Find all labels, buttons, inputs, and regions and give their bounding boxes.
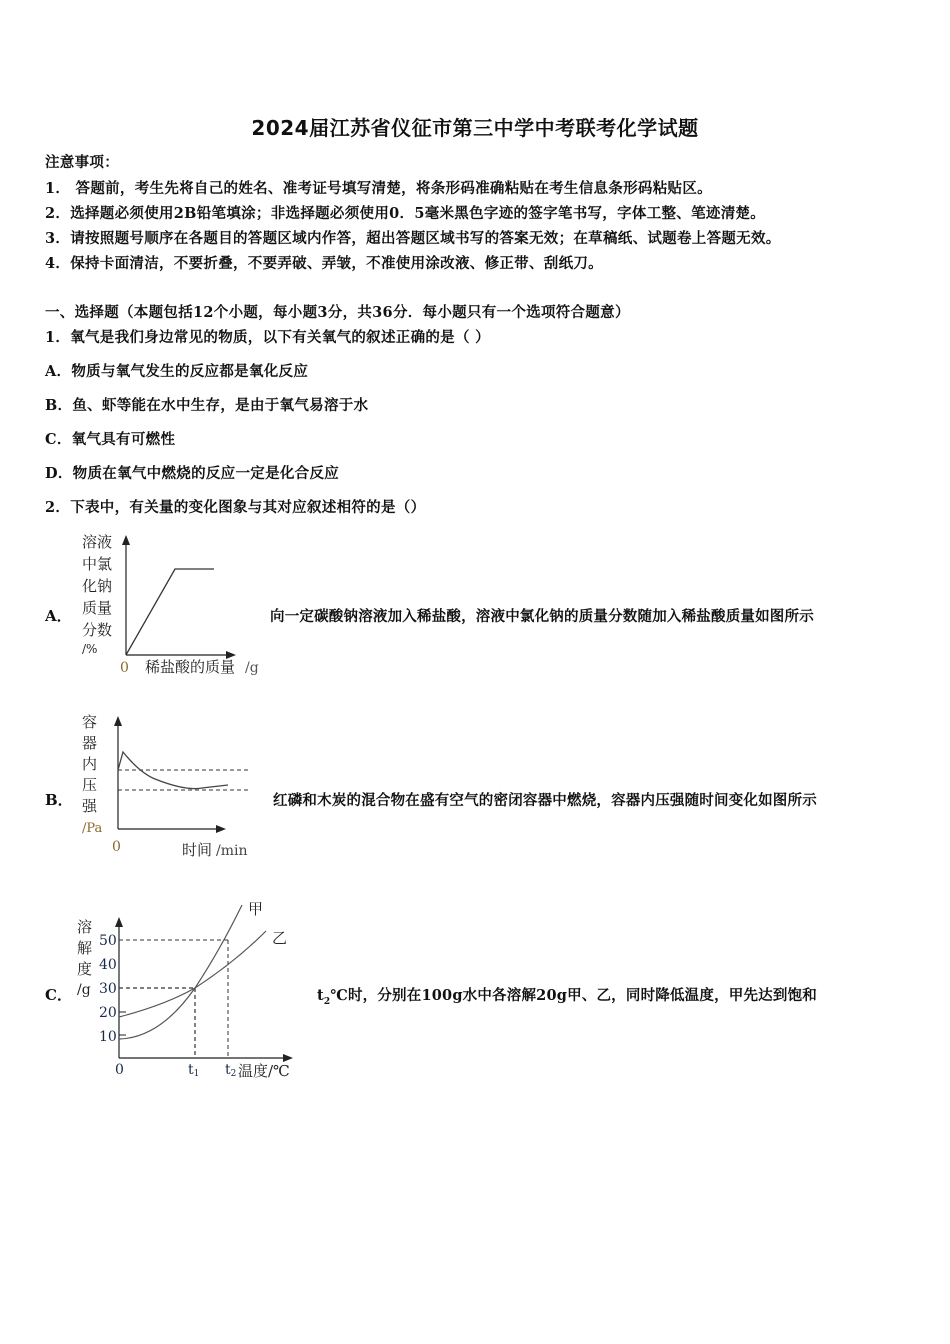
graph-c-xlabel: 温度/℃	[238, 1062, 290, 1080]
question-1-option-a: A．物质与氧气发生的反应都是氧化反应	[45, 363, 309, 380]
graph-b-ylabel-5: 强	[82, 797, 98, 815]
graph-c-series-yi: 乙	[272, 929, 288, 947]
graph-a-xunit: /g	[245, 660, 259, 676]
graph-c-yunit: /g	[77, 982, 91, 998]
graph-b-ylabel-4: 压	[82, 776, 98, 794]
graph-a-ylabel-3: 化钠	[82, 577, 113, 595]
question-2-option-c-label: C．	[45, 986, 72, 1004]
graph-c-origin: 0	[115, 1062, 124, 1078]
question-1-stem: 1．氧气是我们身边常见的物质，以下有关氧气的叙述正确的是（ ）	[45, 329, 490, 346]
question-2-option-a-text: 向一定碳酸钠溶液加入稀盐酸，溶液中氯化钠的质量分数随加入稀盐酸质量如图所示	[270, 608, 814, 625]
graph-c-ylabel-3: 度	[77, 960, 93, 978]
question-2-stem: 2．下表中，有关量的变化图象与其对应叙述相符的是（）	[45, 499, 426, 516]
graph-a-xlabel: 稀盐酸的质量	[145, 658, 236, 676]
graph-a	[70, 525, 270, 685]
graph-b-xunit: /min	[216, 843, 248, 859]
graph-c-ytick-40: 40	[99, 957, 117, 973]
graph-c	[70, 890, 310, 1090]
t-subscript: 2	[323, 996, 331, 1007]
question-2-option-c-text	[317, 984, 817, 1007]
graph-b-origin: 0	[112, 839, 121, 855]
graph-c-ytick-30: 30	[99, 981, 117, 997]
graph-a-ylabel-1: 溶液	[82, 533, 113, 551]
graph-c-ytick-10: 10	[99, 1029, 117, 1045]
graph-a-yunit: /%	[82, 642, 98, 656]
graph-b-ylabel-3: 内	[82, 755, 98, 773]
graph-c-xtick-t2: t2	[225, 1062, 237, 1079]
notice-item-3: 3．请按照题号顺序在各题目的答题区域内作答，超出答题区域书写的答案无效；在草稿纸、试题卷上答题无效。	[45, 230, 781, 247]
graph-b-ylabel-2: 器	[82, 734, 98, 752]
graph-a-origin: 0	[120, 660, 129, 676]
graph-c-xtick-t1: t1	[188, 1062, 200, 1079]
question-1-option-d: D．物质在氧气中燃烧的反应一定是化合反应	[45, 465, 340, 482]
page-title: 2024届江苏省仪征市第三中学中考联考化学试题	[251, 116, 699, 140]
graph-c-ylabel-2: 解	[77, 939, 93, 957]
graph-a-ylabel-5: 分数	[82, 621, 113, 639]
notice-item-1: 1． 答题前，考生先将自己的姓名、准考证号填写清楚，将条形码准确粘贴在考生信息条形码粘贴区。	[45, 180, 712, 197]
notice-item-4: 4．保持卡面清洁，不要折叠，不要弄破、弄皱，不准使用涂改液、修正带、刮纸刀。	[45, 255, 603, 272]
question-2-option-a-label: A．	[45, 607, 72, 625]
graph-c-ylabel-1: 溶	[77, 918, 93, 936]
graph-b	[70, 705, 270, 865]
section-heading: 一、选择题（本题包括12个小题，每小题3分，共36分．每小题只有一个选项符合题意）	[45, 304, 630, 321]
question-2-option-b-label: B．	[45, 791, 73, 809]
graph-c-ytick-20: 20	[99, 1005, 117, 1021]
graph-b-yunit: /Pa	[82, 821, 103, 836]
graph-b-ylabel-1: 容	[82, 713, 98, 731]
graph-a-ylabel-2: 中氯	[82, 555, 113, 573]
graph-c-series-jia: 甲	[248, 900, 264, 918]
graph-c-ytick-50: 50	[99, 933, 117, 949]
notice-item-2: 2．选择题必须使用2B铅笔填涂；非选择题必须使用0．5毫米黑色字迹的签字笔书写，字体工整、笔迹清楚。	[45, 205, 766, 222]
graph-b-xlabel: 时间	[182, 841, 213, 859]
t-symbol: t	[317, 987, 324, 1004]
question-1-option-b: B．鱼、虾等能在水中生存，是由于氧气易溶于水	[45, 397, 369, 414]
question-1-option-c: C．氧气具有可燃性	[45, 431, 176, 448]
graph-a-ylabel-4: 质量	[82, 599, 113, 617]
question-2-option-b-text: 红磷和木炭的混合物在盛有空气的密闭容器中燃烧，容器内压强随时间变化如图所示	[273, 792, 817, 809]
option-c-body: ℃时，分别在100g水中各溶解20g甲、乙，同时降低温度，甲先达到饱和	[330, 987, 817, 1004]
notice-heading: 注意事项：	[45, 154, 119, 171]
